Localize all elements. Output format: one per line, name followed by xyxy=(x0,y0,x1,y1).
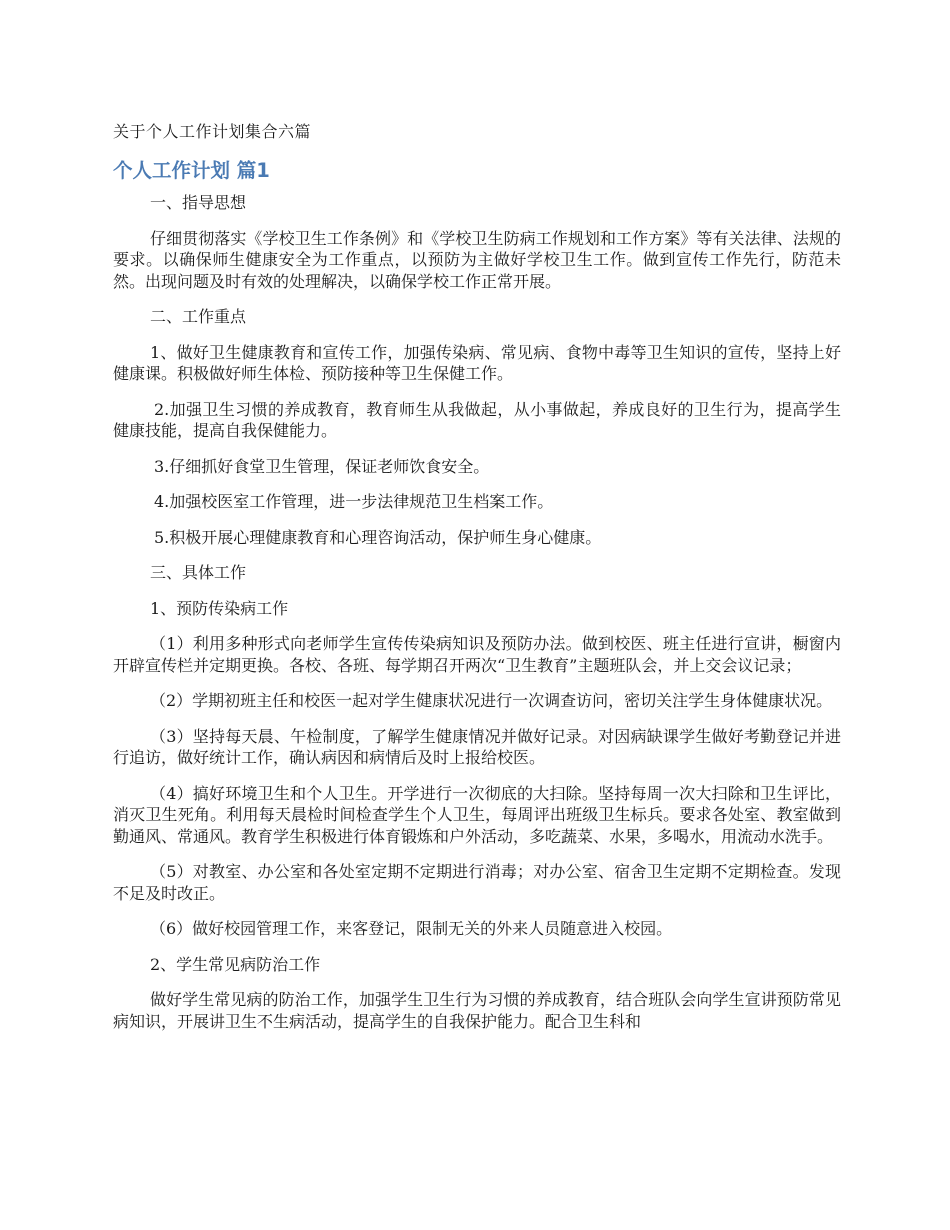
document-title: 关于个人工作计划集合六篇 xyxy=(113,122,312,141)
paragraph: （6）做好校园管理工作，来客登记，限制无关的外来人员随意进入校园。 xyxy=(150,919,673,938)
document-page xyxy=(113,120,841,1046)
section-heading-work-focus: 二、工作重点 xyxy=(150,307,247,326)
paragraph: （2）学期初班主任和校医一起对学生健康状况进行一次调查访问，密切关注学生身体健康状况。 xyxy=(150,691,833,710)
paragraph: 仔细贯彻落实《学校卫生工作条例》和《学校卫生防病工作规划和工作方案》等有关法律、法规的要求。以确保师生健康安全为工作重点，以预防为主做好学校卫生工作。做到宣传工作先行，防范未然。出现问题及时有效的处理解决，以确保学校工作正常开展。 xyxy=(113,228,841,291)
paragraph: 2.加强卫生习惯的养成教育，教育师生从我做起，从小事做起，养成良好的卫生行为，提高学生健康技能，提高自我保健能力。 xyxy=(113,399,841,440)
paragraph: 4.加强校医室工作管理，进一步法律规范卫生档案工作。 xyxy=(154,492,554,511)
paragraph: （4）搞好环境卫生和个人卫生。开学进行一次彻底的大扫除。坚持每周一次大扫除和卫生评比，消灭卫生死角。利用每天晨检时间检查学生个人卫生，每周评出班级卫生标兵。要求各处室、教室做到勤通风、常通风。教育学生积极进行体育锻炼和户外活动，多吃蔬菜、水果，多喝水，用流动水洗手。 xyxy=(113,783,841,846)
section-heading: 个人工作计划 篇1 xyxy=(113,159,270,182)
paragraph: 5.积极开展心理健康教育和心理咨询活动，保护师生身心健康。 xyxy=(154,527,602,547)
paragraph: 3.仔细抓好食堂卫生管理，保证老师饮食安全。 xyxy=(154,456,490,476)
paragraph: （5）对教室、办公室和各处室定期不定期进行消毒；对办公室、宿舍卫生定期不定期检查。发现不足及时改正。 xyxy=(113,862,841,903)
section-heading-guiding-ideology: 一、指导思想 xyxy=(150,193,247,212)
paragraph: 做好学生常见病的防治工作，加强学生卫生行为习惯的养成教育，结合班队会向学生宣讲预防常见病知识，开展讲卫生不生病活动，提高学生的自我保护能力。配合卫生科和 xyxy=(113,990,841,1031)
subsection-heading: 1、预防传染病工作 xyxy=(150,598,289,618)
paragraph: （1）利用多种形式向老师学生宣传传染病知识及预防办法。做到校医、班主任进行宣讲，橱窗内开辟宣传栏并定期更换。各校、各班、每学期召开两次“卫生教育”主题班队会，并上交会议记录； xyxy=(113,634,841,675)
subsection-heading: 2、学生常见病防治工作 xyxy=(150,954,321,974)
paragraph: 1、做好卫生健康教育和宣传工作，加强传染病、常见病、食物中毒等卫生知识的宣传，坚持上好健康课。积极做好师生体检、预防接种等卫生保健工作。 xyxy=(113,342,841,383)
paragraph: （3）坚持每天晨、午检制度，了解学生健康情况并做好记录。对因病缺课学生做好考勤登记并进行追访，做好统计工作，确认病因和病情后及时上报给校医。 xyxy=(113,726,841,767)
section-heading-specific-work: 三、具体工作 xyxy=(150,563,247,582)
